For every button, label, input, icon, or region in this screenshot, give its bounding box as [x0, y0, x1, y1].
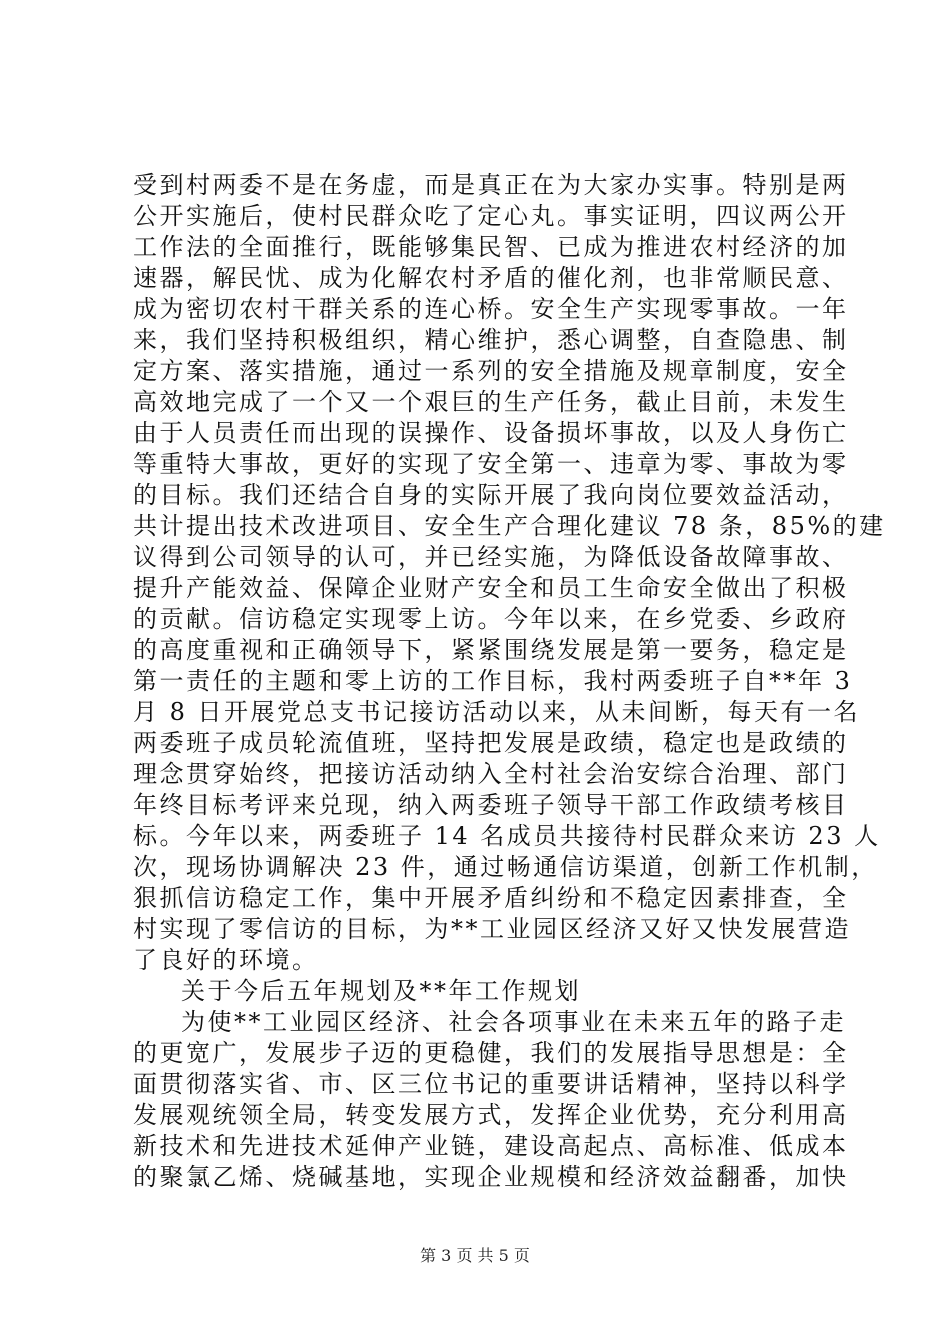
text-line: 的高度重视和正确领导下，紧紧围绕发展是第一要务，稳定是: [133, 636, 849, 664]
text-line: 月 8 日开展党总支书记接访活动以来，从未间断，每天有一名: [133, 698, 861, 726]
text-line: 公开实施后，使村民群众吃了定心丸。事实证明，四议两公开: [133, 202, 849, 230]
text-line: 议得到公司领导的认可，并已经实施，为降低设备故障事故、: [133, 543, 849, 571]
text-line: 第一责任的主题和零上访的工作目标，我村两委班子自**年 3: [133, 667, 853, 695]
text-line: 发展观统领全局，转变发展方式，发挥企业优势，充分利用高: [133, 1101, 849, 1129]
text-line: 狠抓信访稳定工作，集中开展矛盾纠纷和不稳定因素排查，全: [133, 884, 849, 912]
text-line: 面贯彻落实省、市、区三位书记的重要讲话精神，坚持以科学: [133, 1070, 849, 1098]
text-line: 等重特大事故，更好的实现了安全第一、违章为零、事故为零: [133, 450, 849, 478]
text-line: 的贡献。信访稳定实现零上访。今年以来，在乡党委、乡政府: [133, 605, 849, 633]
paragraph-end-line: 了良好的环境。: [133, 946, 319, 974]
page-number-label: 第 3 页 共 5 页: [420, 1246, 530, 1265]
text-line: 标。今年以来，两委班子 14 名成员共接待村民群众来访 23 人: [133, 822, 881, 850]
text-line: 共计提出技术改进项目、安全生产合理化建议 78 条，85%的建: [133, 512, 886, 540]
text-line: 理念贯穿始终，把接访活动纳入全村社会治安综合治理、部门: [133, 760, 849, 788]
text-line: 由于人员责任而出现的误操作、设备损坏事故，以及人身伤亡: [133, 419, 849, 447]
text-line: 次，现场协调解决 23 件，通过畅通信访渠道，创新工作机制，: [133, 853, 878, 881]
text-line: 工作法的全面推行，既能够集民智、已成为推进农村经济的加: [133, 233, 849, 261]
text-line: 定方案、落实措施，通过一系列的安全措施及规章制度，安全: [133, 357, 849, 385]
body-text: [133, 170, 886, 1193]
text-line: 两委班子成员轮流值班，坚持把发展是政绩，稳定也是政绩的: [133, 729, 849, 757]
text-line: 的聚氯乙烯、烧碱基地，实现企业规模和经济效益翻番，加快: [133, 1163, 849, 1191]
text-line: 速器，解民忧、成为化解农村矛盾的催化剂，也非常顺民意、: [133, 264, 849, 292]
section-heading: 关于今后五年规划及**年工作规划: [181, 977, 581, 1005]
paragraph-first-line: 为使**工业园区经济、社会各项事业在未来五年的路子走: [181, 1008, 846, 1036]
text-line: 来，我们坚持积极组织，精心维护，悉心调整，自查隐患、制: [133, 326, 849, 354]
text-line: 提升产能效益、保障企业财产安全和员工生命安全做出了积极: [133, 574, 849, 602]
text-line: 高效地完成了一个又一个艰巨的生产任务，截止目前，未发生: [133, 388, 849, 416]
page-footer: [0, 1246, 950, 1266]
text-line: 年终目标考评来兑现，纳入两委班子领导干部工作政绩考核目: [133, 791, 849, 819]
text-line: 的目标。我们还结合自身的实际开展了我向岗位要效益活动，: [133, 481, 849, 509]
text-line: 村实现了零信访的目标，为**工业园区经济又好又快发展营造: [133, 915, 851, 943]
text-line: 新技术和先进技术延伸产业链，建设高起点、高标准、低成本: [133, 1132, 849, 1160]
text-line: 受到村两委不是在务虚，而是真正在为大家办实事。特别是两: [133, 171, 849, 199]
text-line: 的更宽广，发展步子迈的更稳健，我们的发展指导思想是：全: [133, 1039, 849, 1067]
text-line: 成为密切农村干群关系的连心桥。安全生产实现零事故。一年: [133, 295, 849, 323]
